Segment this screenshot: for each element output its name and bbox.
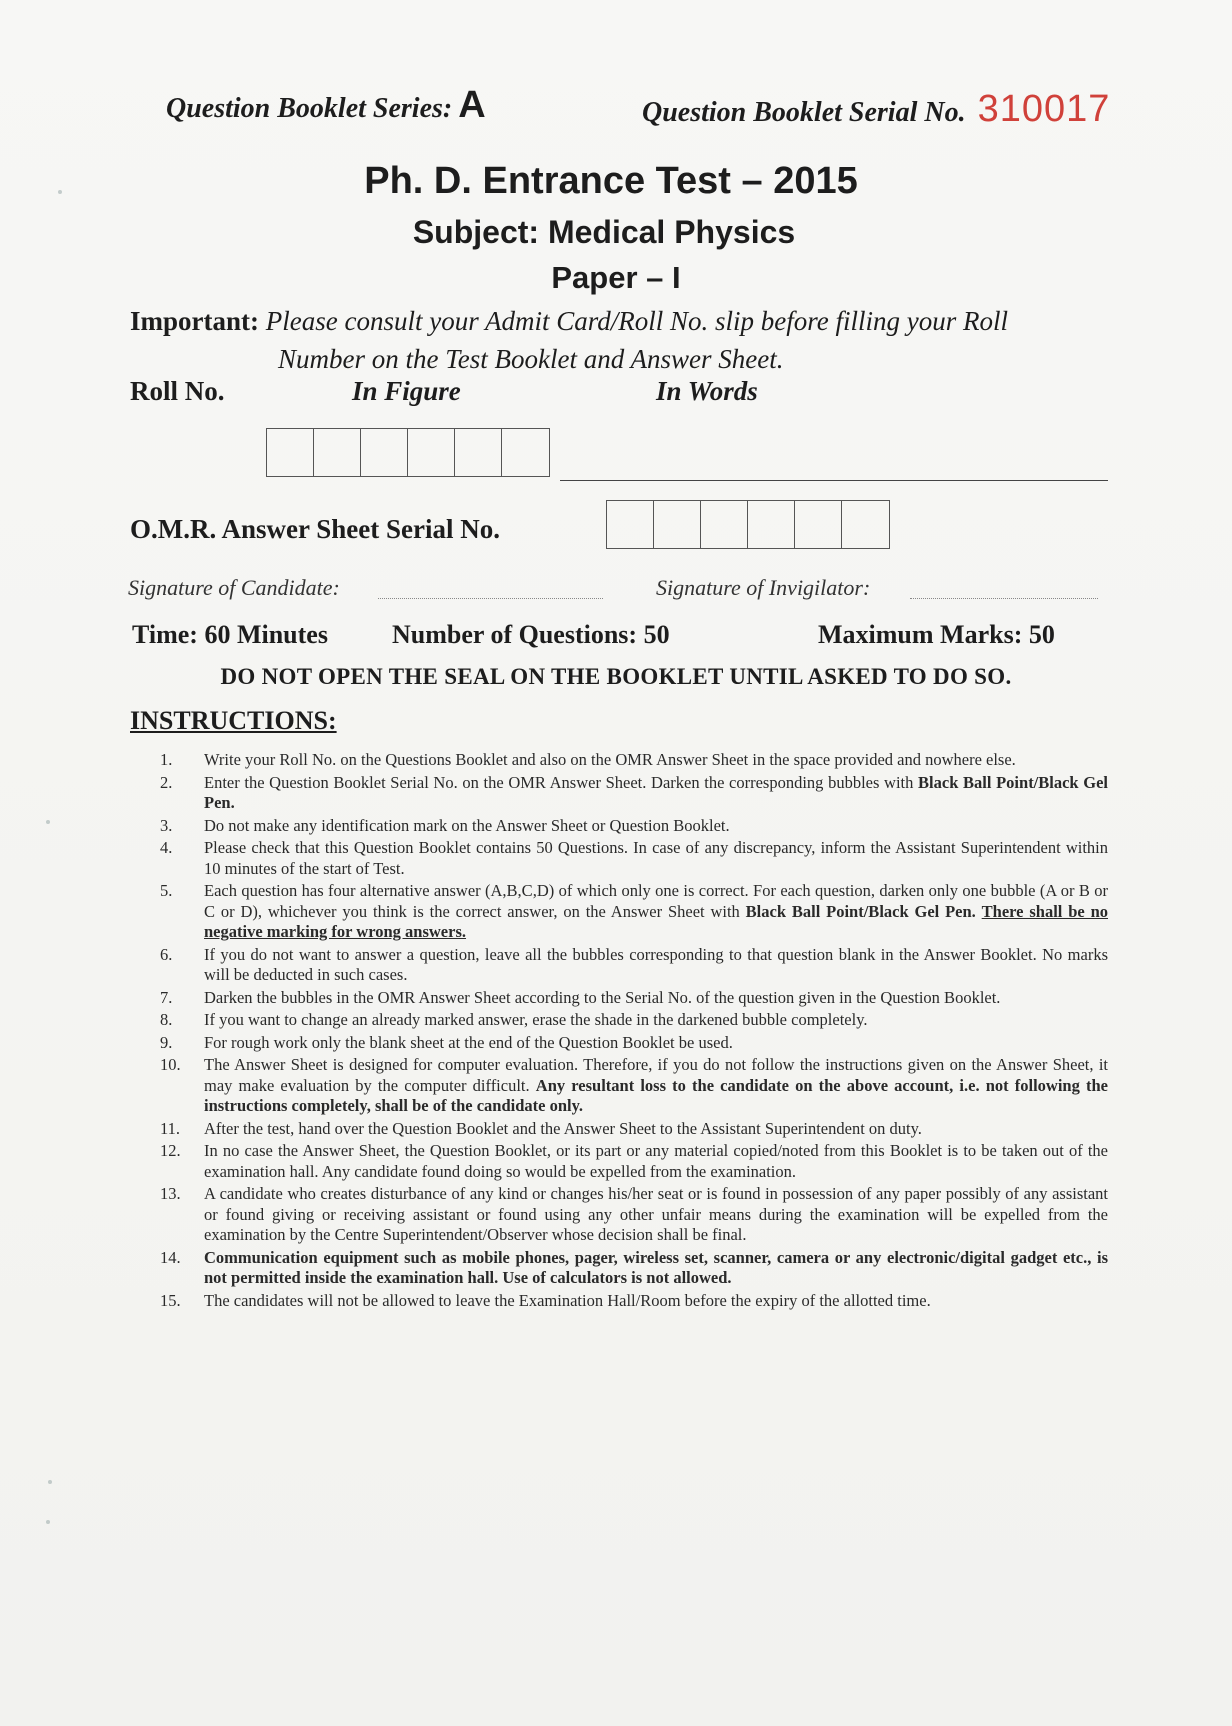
omr-digit-box[interactable]	[795, 501, 842, 548]
instruction-number: 4.	[160, 838, 173, 857]
instruction-text: Write your Roll No. on the Questions Booklet and also on the OMR Answer Sheet in the space provided and nowhere else.	[204, 750, 1016, 769]
booklet-series	[166, 84, 486, 127]
instruction-item	[160, 1184, 1108, 1246]
instruction-number: 14.	[160, 1247, 181, 1267]
instruction-number: 13.	[160, 1184, 181, 1203]
instruction-text: Each question has four alternative answer (A,B,C,D) of which only one is correct. For each question, darken only one bubble (A or B or C or D), whichever you think is the correct answer, on the Answer Sheet with	[204, 881, 1108, 921]
instruction-text: The Answer Sheet is designed for computer evaluation. Therefore, if you do not follow the instructions given on the Answer Sheet, it may make evaluation by the computer difficult.	[204, 1055, 1108, 1095]
important-text-1: Please consult your Admit Card/Roll No. slip before filling your Roll	[265, 306, 1008, 336]
roll-digit-box[interactable]	[502, 429, 549, 476]
booklet-serial	[642, 88, 1110, 131]
marks-info: Maximum Marks: 50	[818, 620, 1055, 649]
instruction-item	[160, 1055, 1108, 1117]
roll-no-label: Roll No.	[130, 376, 225, 406]
instruction-item	[160, 773, 1108, 814]
omr-digit-box[interactable]	[654, 501, 701, 548]
time-info: Time: 60 Minutes	[132, 620, 328, 649]
instruction-number: 2.	[160, 772, 173, 792]
instruction-item	[160, 750, 1108, 771]
instruction-text: If you do not want to answer a question, leave all the bubbles corresponding to that question blank in the Answer Booklet. No marks will be deducted in such cases.	[204, 944, 1108, 984]
instructions-list	[160, 750, 1108, 1313]
series-label: Question Booklet Series:	[166, 93, 453, 124]
instruction-number: 11.	[160, 1118, 181, 1138]
roll-digit-box[interactable]	[361, 429, 408, 476]
instruction-item	[160, 1291, 1108, 1312]
instruction-text: In no case the Answer Sheet, the Question Booklet, or its part or any material copied/noted from this Booklet is to be taken out of the examination hall. Any candidate found doing so would be expelled from the examination.	[204, 1141, 1108, 1181]
instruction-bold: Communication equipment such as mobile phones, pager, wireless set, scanner, camera or any electronic/digital gadget etc., is not permitted inside the examination hall. Use of calculators is not allowed.	[204, 1247, 1108, 1287]
instruction-number: 15.	[160, 1290, 181, 1310]
instruction-text: A candidate who creates disturbance of any kind or changes his/her seat or is found in possession of any paper possibly of any assistant or found giving or receiving assistant or found using any other unfair means during the examination will be expelled from the examination by the Centre Superintendent/Observer whose decision shall be final.	[204, 1184, 1108, 1244]
roll-digit-box[interactable]	[455, 429, 502, 476]
series-value: A	[458, 84, 486, 126]
instruction-item	[160, 881, 1108, 943]
instruction-item	[160, 1248, 1108, 1289]
instruction-text: If you want to change an already marked answer, erase the shade in the darkened bubble completely.	[204, 1010, 868, 1029]
instruction-item	[160, 945, 1108, 986]
invigilator-signature-label: Signature of Invigilator:	[656, 575, 871, 600]
important-text-2: Number on the Test Booklet and Answer Sheet.	[278, 344, 784, 374]
scan-speck	[46, 820, 50, 824]
instruction-number: 1.	[160, 750, 173, 769]
subject-title: Subject: Medical Physics	[412, 214, 796, 250]
in-words-label: In Words	[656, 376, 758, 406]
in-figure-label: In Figure	[352, 376, 461, 406]
omr-serial-boxes[interactable]	[606, 500, 890, 549]
instruction-bold: Black Ball Point/Black Gel Pen.	[745, 901, 976, 921]
paper-title: Paper – I	[551, 260, 681, 295]
omr-digit-box[interactable]	[607, 501, 654, 548]
serial-value: 310017	[977, 88, 1111, 130]
exam-title: Ph. D. Entrance Test – 2015	[364, 160, 858, 202]
instruction-item	[160, 838, 1108, 879]
roll-digit-box[interactable]	[267, 429, 314, 476]
instruction-number: 10.	[160, 1055, 181, 1074]
instruction-text: Do not make any identification mark on the Answer Sheet or Question Booklet.	[204, 815, 730, 835]
instruction-item	[160, 816, 1108, 837]
instruction-number: 12.	[160, 1141, 181, 1160]
instruction-item	[160, 1141, 1108, 1182]
roll-digit-box[interactable]	[314, 429, 361, 476]
instruction-text: Enter the Question Booklet Serial No. on the OMR Answer Sheet. Darken the corresponding bubbles with	[204, 772, 914, 792]
instruction-text: The candidates will not be allowed to leave the Examination Hall/Room before the expiry of the allotted time.	[204, 1290, 931, 1310]
instruction-text: For rough work only the blank sheet at the end of the Question Booklet be used.	[204, 1032, 733, 1052]
instruction-number: 3.	[160, 815, 173, 835]
scan-speck	[48, 1480, 52, 1484]
instruction-item	[160, 1033, 1108, 1054]
important-note	[130, 302, 1120, 378]
instruction-item	[160, 1010, 1108, 1031]
instruction-bold: Black Ball Point/Black Gel Pen.	[204, 772, 1108, 812]
roll-in-words-line[interactable]	[560, 480, 1108, 481]
instructions-heading: INSTRUCTIONS:	[130, 706, 337, 735]
omr-digit-box[interactable]	[701, 501, 748, 548]
candidate-signature-line[interactable]	[378, 598, 603, 599]
seal-warning: DO NOT OPEN THE SEAL ON THE BOOKLET UNTIL ASKED TO DO SO.	[220, 664, 1012, 689]
instruction-text: Darken the bubbles in the OMR Answer Sheet according to the Serial No. of the question given in the Question Booklet.	[204, 987, 1001, 1007]
instruction-number: 7.	[160, 987, 173, 1007]
roll-number-boxes[interactable]	[266, 428, 550, 477]
serial-label: Question Booklet Serial No.	[642, 97, 966, 128]
omr-serial-label: O.M.R. Answer Sheet Serial No.	[130, 514, 500, 544]
instruction-item	[160, 1119, 1108, 1140]
candidate-signature-label: Signature of Candidate:	[128, 575, 340, 600]
omr-digit-box[interactable]	[842, 501, 889, 548]
instruction-text: Please check that this Question Booklet contains 50 Questions. In case of any discrepancy, inform the Assistant Superintendent within 10 minutes of the start of Test.	[204, 838, 1108, 878]
instruction-number: 5.	[160, 881, 173, 900]
scan-speck	[46, 1520, 50, 1524]
invigilator-signature-line[interactable]	[910, 598, 1098, 599]
instruction-number: 6.	[160, 944, 173, 964]
important-label: Important:	[130, 306, 259, 336]
roll-digit-box[interactable]	[408, 429, 455, 476]
instruction-underline: There shall be no negative marking for wrong answers.	[204, 901, 1109, 941]
questions-info: Number of Questions: 50	[392, 620, 670, 649]
instruction-item	[160, 988, 1108, 1009]
instruction-text: After the test, hand over the Question Booklet and the Answer Sheet to the Assistant Superintendent on duty.	[204, 1118, 922, 1138]
instruction-bold: Any resultant loss to the candidate on the above account, i.e. not following the instructions completely, shall be of the candidate only.	[204, 1075, 1108, 1115]
instruction-number: 8.	[160, 1010, 173, 1029]
instruction-number: 9.	[160, 1032, 173, 1052]
omr-digit-box[interactable]	[748, 501, 795, 548]
